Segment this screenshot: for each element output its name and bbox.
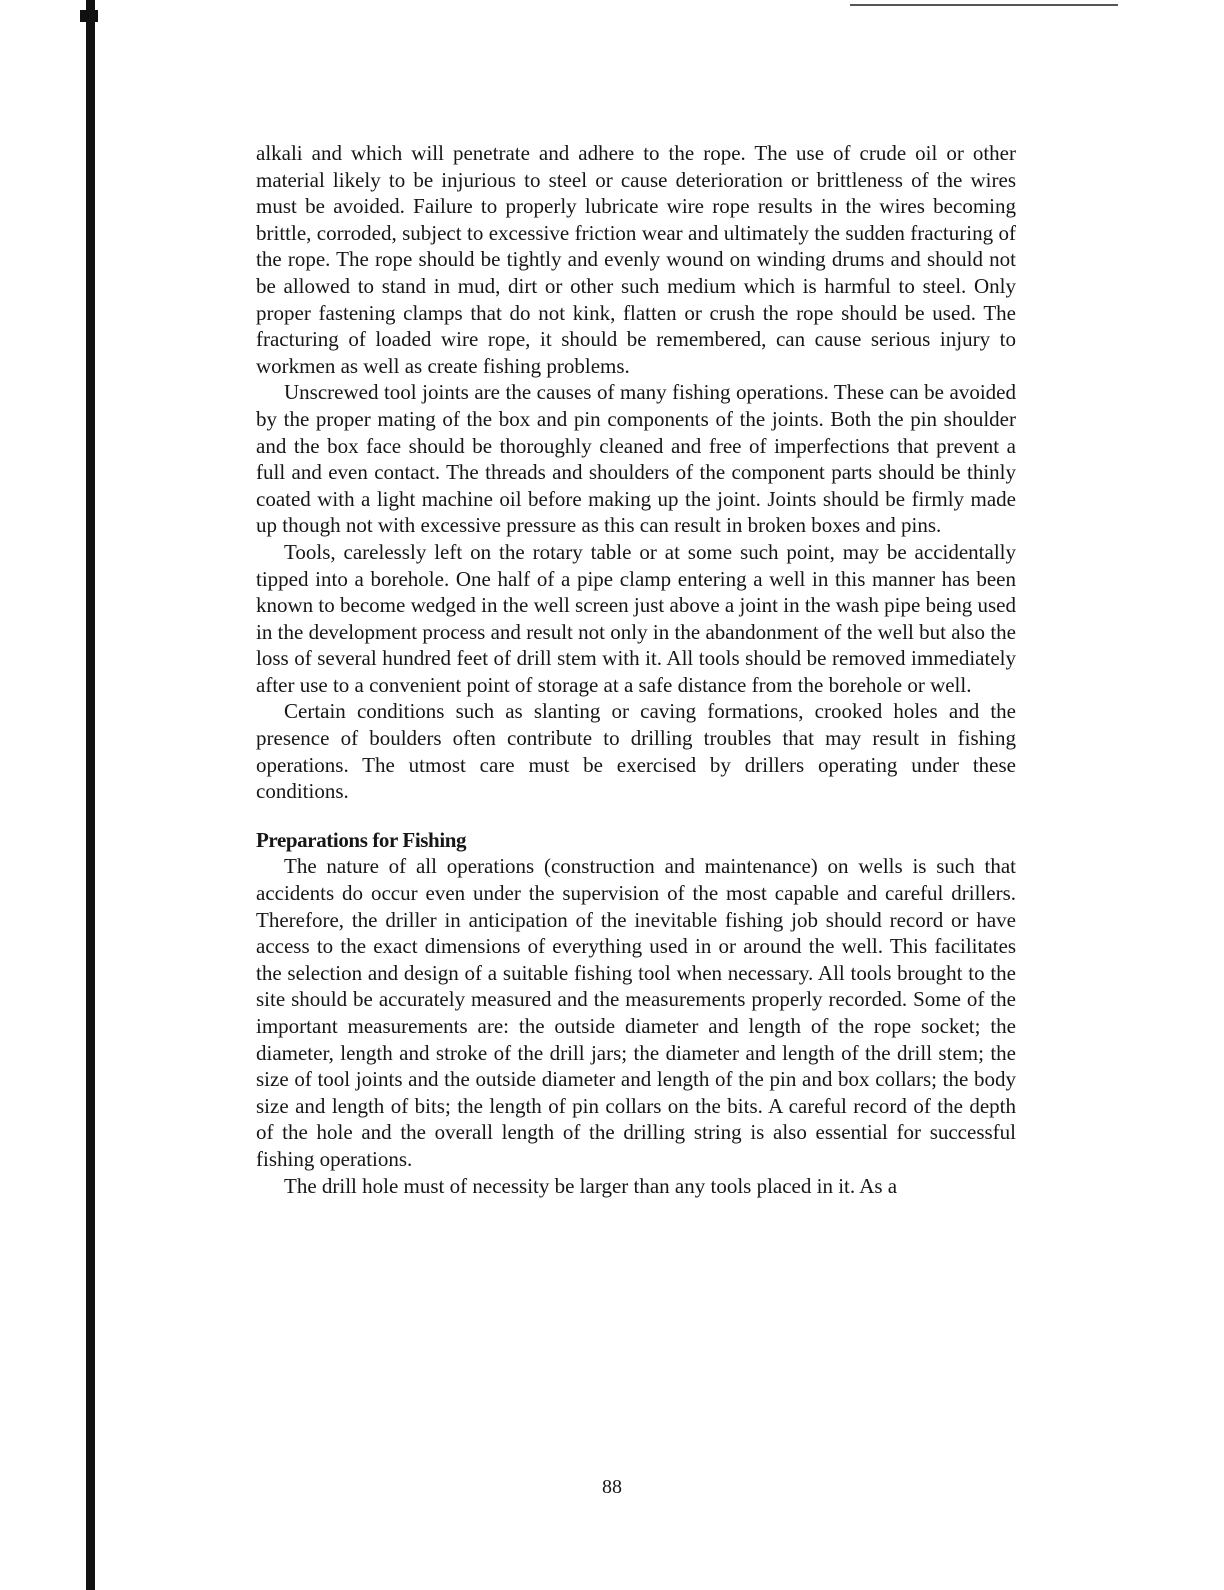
paragraph-rope-care: alkali and which will penetrate and adhere to the rope. The use of crude oil or other material likely to be injurious to steel or cause deterioration or brittleness of the wires must be avoided. Failure to properly lubricate wire rope results in the wires becoming brittle, corroded, subject to excessive friction wear and ultimately the sudden fracturing of the rope. The rope should be tightly and evenly wound on winding drums and should not be allowed to stand in mud, dirt or other such medium which is harmful to steel. Only proper fastening clamps that do not kink, flatten or crush the rope should be used. The fracturing of loaded wire rope, it should be remembered, can cause serious injury to workmen as well as create fishing problems. <box>256 141 1016 378</box>
page-binding-edge <box>86 0 95 1590</box>
paragraph-loose-tools: Tools, carelessly left on the rotary table or at some such point, may be accidentally tipped into a borehole. One half of a pipe clamp entering a well in this manner has been known to become wedged in the well screen just above a joint in the wash pipe being used in the development process and result not only in the abandonment of the well but also the loss of several hundred feet of drill stem with it. All tools should be removed immediately after use to a convenient point of storage at a safe distance from the borehole or well. <box>256 539 1016 697</box>
paragraph-tool-joints: Unscrewed tool joints are the causes of many fishing operations. These can be avoided by the proper mating of the box and pin components of the joints. Both the pin shoulder and the box face should be thoroughly cleaned and free of imperfections that prevent a full and even contact. The threads and shoulders of the component parts should be thinly coated with a light machine oil before making up the joint. Joints should be firmly made up though not with excessive pressure as this can result in broken boxes and pins. <box>256 380 1016 538</box>
body-text <box>256 140 1016 1199</box>
paragraph-drill-hole: The drill hole must of necessity be larger than any tools placed in it. As a <box>284 1173 898 1198</box>
paragraph-formation-conditions: Certain conditions such as slanting or caving formations, crooked holes and the presence of boulders often contribute to drilling troubles that may result in fishing operations. The utmost care must be exercised by drillers operating under these conditions. <box>256 699 1016 804</box>
section-heading: Preparations for Fishing <box>256 827 467 852</box>
page-number: 88 <box>602 1476 622 1498</box>
binding-notch <box>80 10 98 22</box>
top-rule <box>850 4 1118 6</box>
paragraph-fishing-preparations: The nature of all operations (construction and maintenance) on wells is such that accidents do occur even under the supervision of the most capable and careful drillers. Therefore, the driller in anticipation of the inevitable fishing job should record or have access to the exact dimensions of everything used in or around the well. This facilitates the selection and design of a suitable fishing tool when necessary. All tools brought to the site should be accurately measured and the measurements properly recorded. Some of the important measurements are: the outside diameter and length of the rope socket; the diameter, length and stroke of the drill jars; the diameter and length of the drill stem; the size of tool joints and the outside diameter and length of the pin and box collars; the body size and length of bits; the length of pin collars on the bits. A careful record of the depth of the hole and the overall length of the drilling string is also essential for successful fishing operations. <box>256 854 1016 1171</box>
